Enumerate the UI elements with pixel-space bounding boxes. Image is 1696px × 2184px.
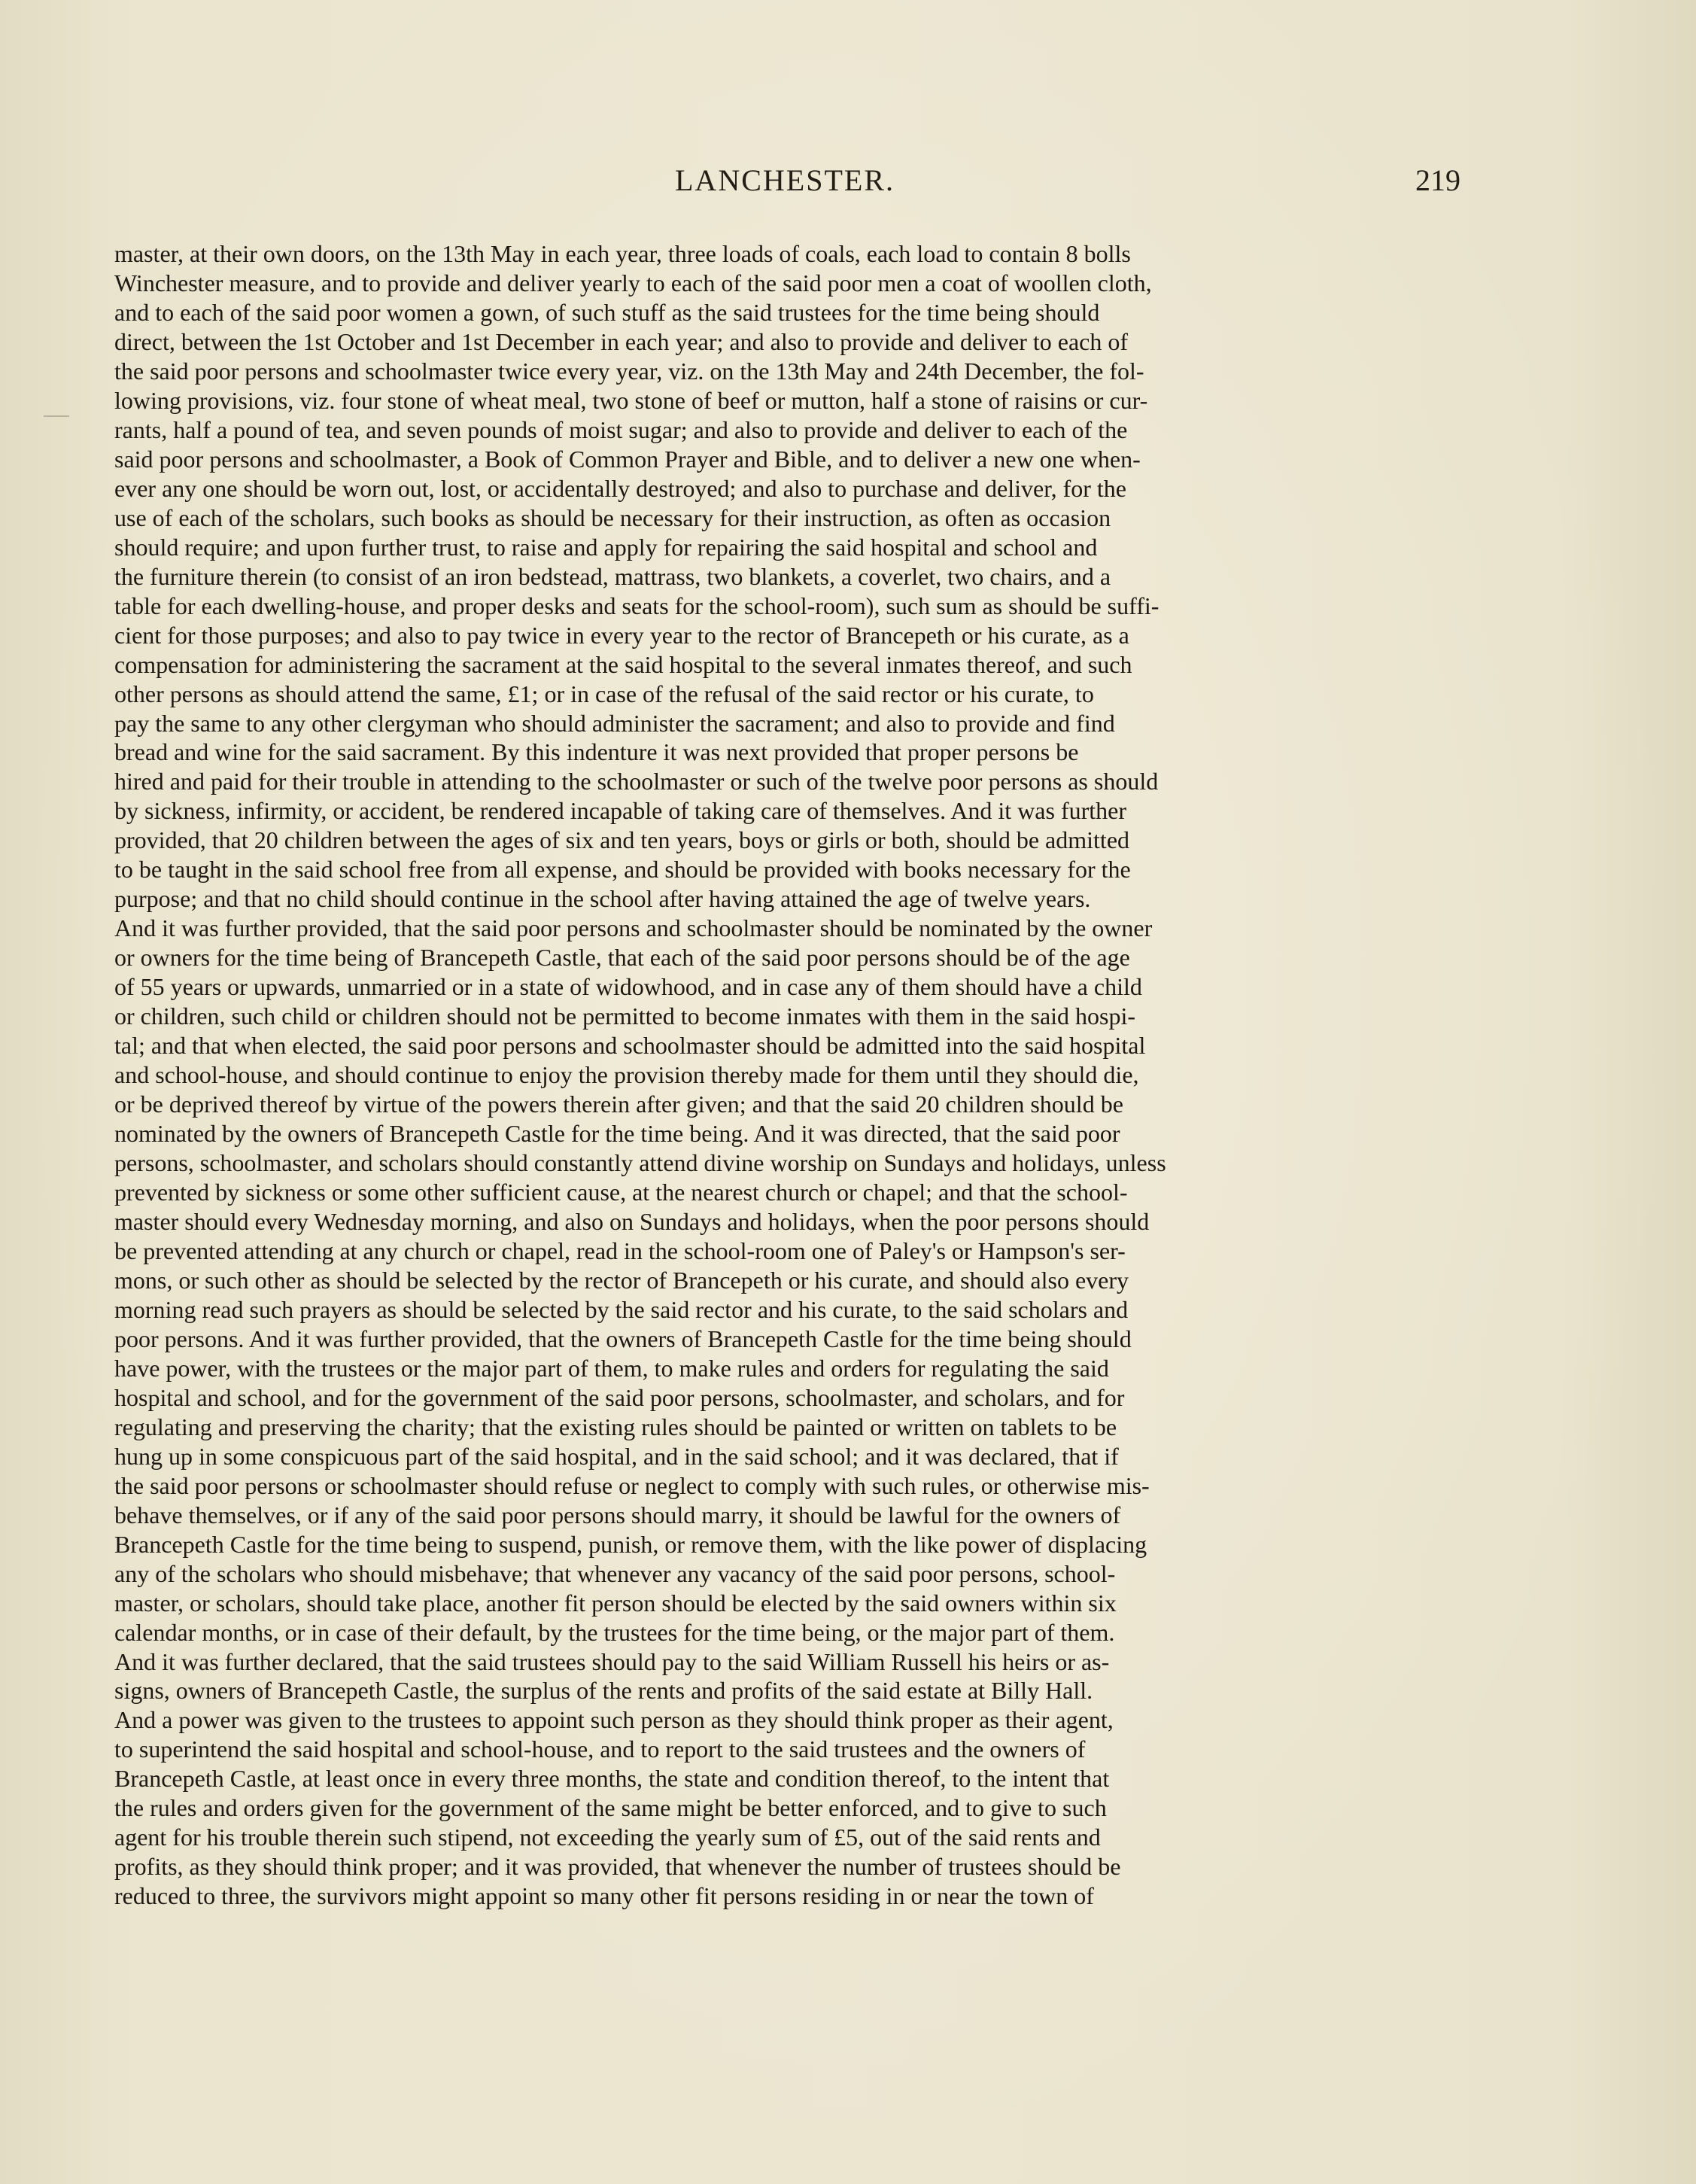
text-line: purpose; and that no child should continue in the school after having attained the age of twelve years. bbox=[114, 885, 1091, 913]
text-line: And it was further declared, that the said trustees should pay to the said William Russell his heirs or as- bbox=[114, 1647, 1110, 1675]
text-line: agent for his trouble therein such stipend, not exceeding the yearly sum of £5, out of the said rents and bbox=[114, 1824, 1101, 1851]
text-line: ever any one should be worn out, lost, or accidentally destroyed; and also to purchase and deliver, for the bbox=[114, 474, 1126, 502]
text-line: tal; and that when elected, the said poor persons and schoolmaster should be admitted into the said hospital bbox=[114, 1032, 1146, 1060]
text-line: master, or scholars, should take place, another fit person should be elected by the said owners within six bbox=[114, 1589, 1117, 1617]
page-number: 219 bbox=[1415, 163, 1460, 197]
text-line: persons, schoolmaster, and scholars should constantly attend divine worship on Sundays and holidays, unless bbox=[114, 1149, 1166, 1177]
text-line: reduced to three, the survivors might appoint so many other fit persons residing in or near the town of bbox=[114, 1882, 1094, 1910]
text-line: Winchester measure, and to provide and deliver yearly to each of the said poor men a coat of woollen cloth, bbox=[114, 269, 1152, 297]
text-line: should require; and upon further trust, to raise and apply for repairing the said hospital and school and bbox=[114, 533, 1098, 561]
text-line: use of each of the scholars, such books as should be necessary for their instruction, as often as occasion bbox=[114, 503, 1111, 531]
text-line: the rules and orders given for the government of the same might be better enforced, and to give to such bbox=[114, 1794, 1107, 1822]
text-line: Brancepeth Castle, at least once in every three months, the state and condition thereof, to the intent that bbox=[114, 1765, 1110, 1793]
text-line: Brancepeth Castle for the time being to suspend, punish, or remove them, with the like power of displacing bbox=[114, 1530, 1147, 1558]
text-line: the said poor persons and schoolmaster twice every year, viz. on the 13th May and 24th December, the fol- bbox=[114, 357, 1144, 385]
text-line: or owners for the time being of Brancepeth Castle, that each of the said poor persons should be of the age bbox=[114, 944, 1130, 972]
text-line: and school-house, and should continue to enjoy the provision thereby made for them until they should die, bbox=[114, 1061, 1139, 1089]
text-line: And it was further provided, that the said poor persons and schoolmaster should be nominated by the owner bbox=[114, 914, 1153, 942]
text-line: rants, half a pound of tea, and seven pounds of moist sugar; and also to provide and deliver to each of the bbox=[114, 415, 1128, 443]
text-line: direct, between the 1st October and 1st December in each year; and also to provide and deliver to each of bbox=[114, 327, 1129, 355]
text-line: said poor persons and schoolmaster, a Book of Common Prayer and Bible, and to deliver a new one when- bbox=[114, 445, 1141, 473]
text-line: pay the same to any other clergyman who should administer the sacrament; and also to provide and find bbox=[114, 709, 1115, 737]
text-line: compensation for administering the sacrament at the said hospital to the several inmates thereof, and such bbox=[114, 650, 1132, 678]
text-line: the said poor persons or schoolmaster should refuse or neglect to comply with such rules, or otherwise mis- bbox=[114, 1471, 1150, 1499]
text-line: table for each dwelling-house, and proper desks and seats for the school-room), such sum as should be suffi- bbox=[114, 592, 1160, 619]
text-line: provided, that 20 children between the ages of six and ten years, boys or girls or both, should be admitted bbox=[114, 826, 1130, 854]
text-line: any of the scholars who should misbehave; that whenever any vacancy of the said poor persons, school- bbox=[114, 1559, 1116, 1587]
text-line: of 55 years or upwards, unmarried or in a state of widowhood, and in case any of them should have a child bbox=[114, 973, 1142, 1001]
text-line: cient for those purposes; and also to pay twice in every year to the rector of Brancepeth or his curate, as a bbox=[114, 621, 1129, 649]
text-line: regulating and preserving the charity; that the existing rules should be painted or written on tablets to be bbox=[114, 1413, 1117, 1440]
body-text bbox=[114, 239, 1457, 1911]
text-line: be prevented attending at any church or chapel, read in the school-room one of Paley's or Hampson's ser- bbox=[114, 1236, 1126, 1264]
text-line: or children, such child or children should not be permitted to become inmates with them in the said hospi- bbox=[114, 1002, 1136, 1030]
running-title: LANCHESTER. bbox=[675, 163, 895, 197]
text-line: And a power was given to the trustees to appoint such person as they should think proper as their agent, bbox=[114, 1706, 1114, 1734]
text-line: calendar months, or in case of their default, by the trustees for the time being, or the major part of them. bbox=[114, 1618, 1115, 1646]
running-head bbox=[109, 160, 1460, 202]
text-line: or be deprived thereof by virtue of the powers therein after given; and that the said 20 children should be bbox=[114, 1090, 1123, 1118]
text-line: prevented by sickness or some other sufficient cause, at the nearest church or chapel; and that the school- bbox=[114, 1179, 1128, 1206]
text-line: bread and wine for the said sacrament. By this indenture it was next provided that proper persons be bbox=[114, 738, 1079, 766]
text-line: hospital and school, and for the government of the said poor persons, schoolmaster, and scholars, and for bbox=[114, 1383, 1125, 1411]
text-line: hired and paid for their trouble in attending to the schoolmaster or such of the twelve poor persons as should bbox=[114, 768, 1159, 795]
text-line: behave themselves, or if any of the said poor persons should marry, it should be lawful for the owners of bbox=[114, 1501, 1121, 1528]
text-line: to be taught in the said school free from all expense, and should be provided with books necessary for the bbox=[114, 856, 1131, 884]
text-line: hung up in some conspicuous part of the said hospital, and in the said school; and it was declared, that if bbox=[114, 1442, 1119, 1470]
text-line: morning read such prayers as should be selected by the said rector and his curate, to the said scholars and bbox=[114, 1295, 1129, 1323]
text-line: mons, or such other as should be selected by the rector of Brancepeth or his curate, and should also every bbox=[114, 1266, 1129, 1294]
text-line: master should every Wednesday morning, and also on Sundays and holidays, when the poor persons should bbox=[114, 1207, 1150, 1235]
text-line: signs, owners of Brancepeth Castle, the surplus of the rents and profits of the said estate at Billy Hall. bbox=[114, 1677, 1093, 1705]
text-line: profits, as they should think proper; and it was provided, that whenever the number of trustees should be bbox=[114, 1853, 1121, 1881]
text-line: lowing provisions, viz. four stone of wheat meal, two stone of beef or mutton, half a stone of raisins or cur- bbox=[114, 386, 1148, 414]
text-line: to superintend the said hospital and school-house, and to report to the said trustees and the owners of bbox=[114, 1735, 1086, 1763]
text-line: poor persons. And it was further provided, that the owners of Brancepeth Castle for the time being should bbox=[114, 1325, 1132, 1352]
margin-mark bbox=[44, 415, 69, 417]
text-line: and to each of the said poor women a gown, of such stuff as the said trustees for the time being should bbox=[114, 298, 1100, 326]
text-line: nominated by the owners of Brancepeth Castle for the time being. And it was directed, that the said poor bbox=[114, 1120, 1120, 1148]
text-line: master, at their own doors, on the 13th May in each year, three loads of coals, each load to contain 8 bolls bbox=[114, 240, 1131, 267]
text-line: the furniture therein (to consist of an iron bedstead, mattrass, two blankets, a coverlet, two chairs, and a bbox=[114, 562, 1111, 590]
text-line: have power, with the trustees or the major part of them, to make rules and orders for regulating the said bbox=[114, 1354, 1109, 1382]
text-line: by sickness, infirmity, or accident, be rendered incapable of taking care of themselves. And it was further bbox=[114, 797, 1127, 825]
text-line: other persons as should attend the same, £1; or in case of the refusal of the said rector or his curate, to bbox=[114, 680, 1094, 707]
